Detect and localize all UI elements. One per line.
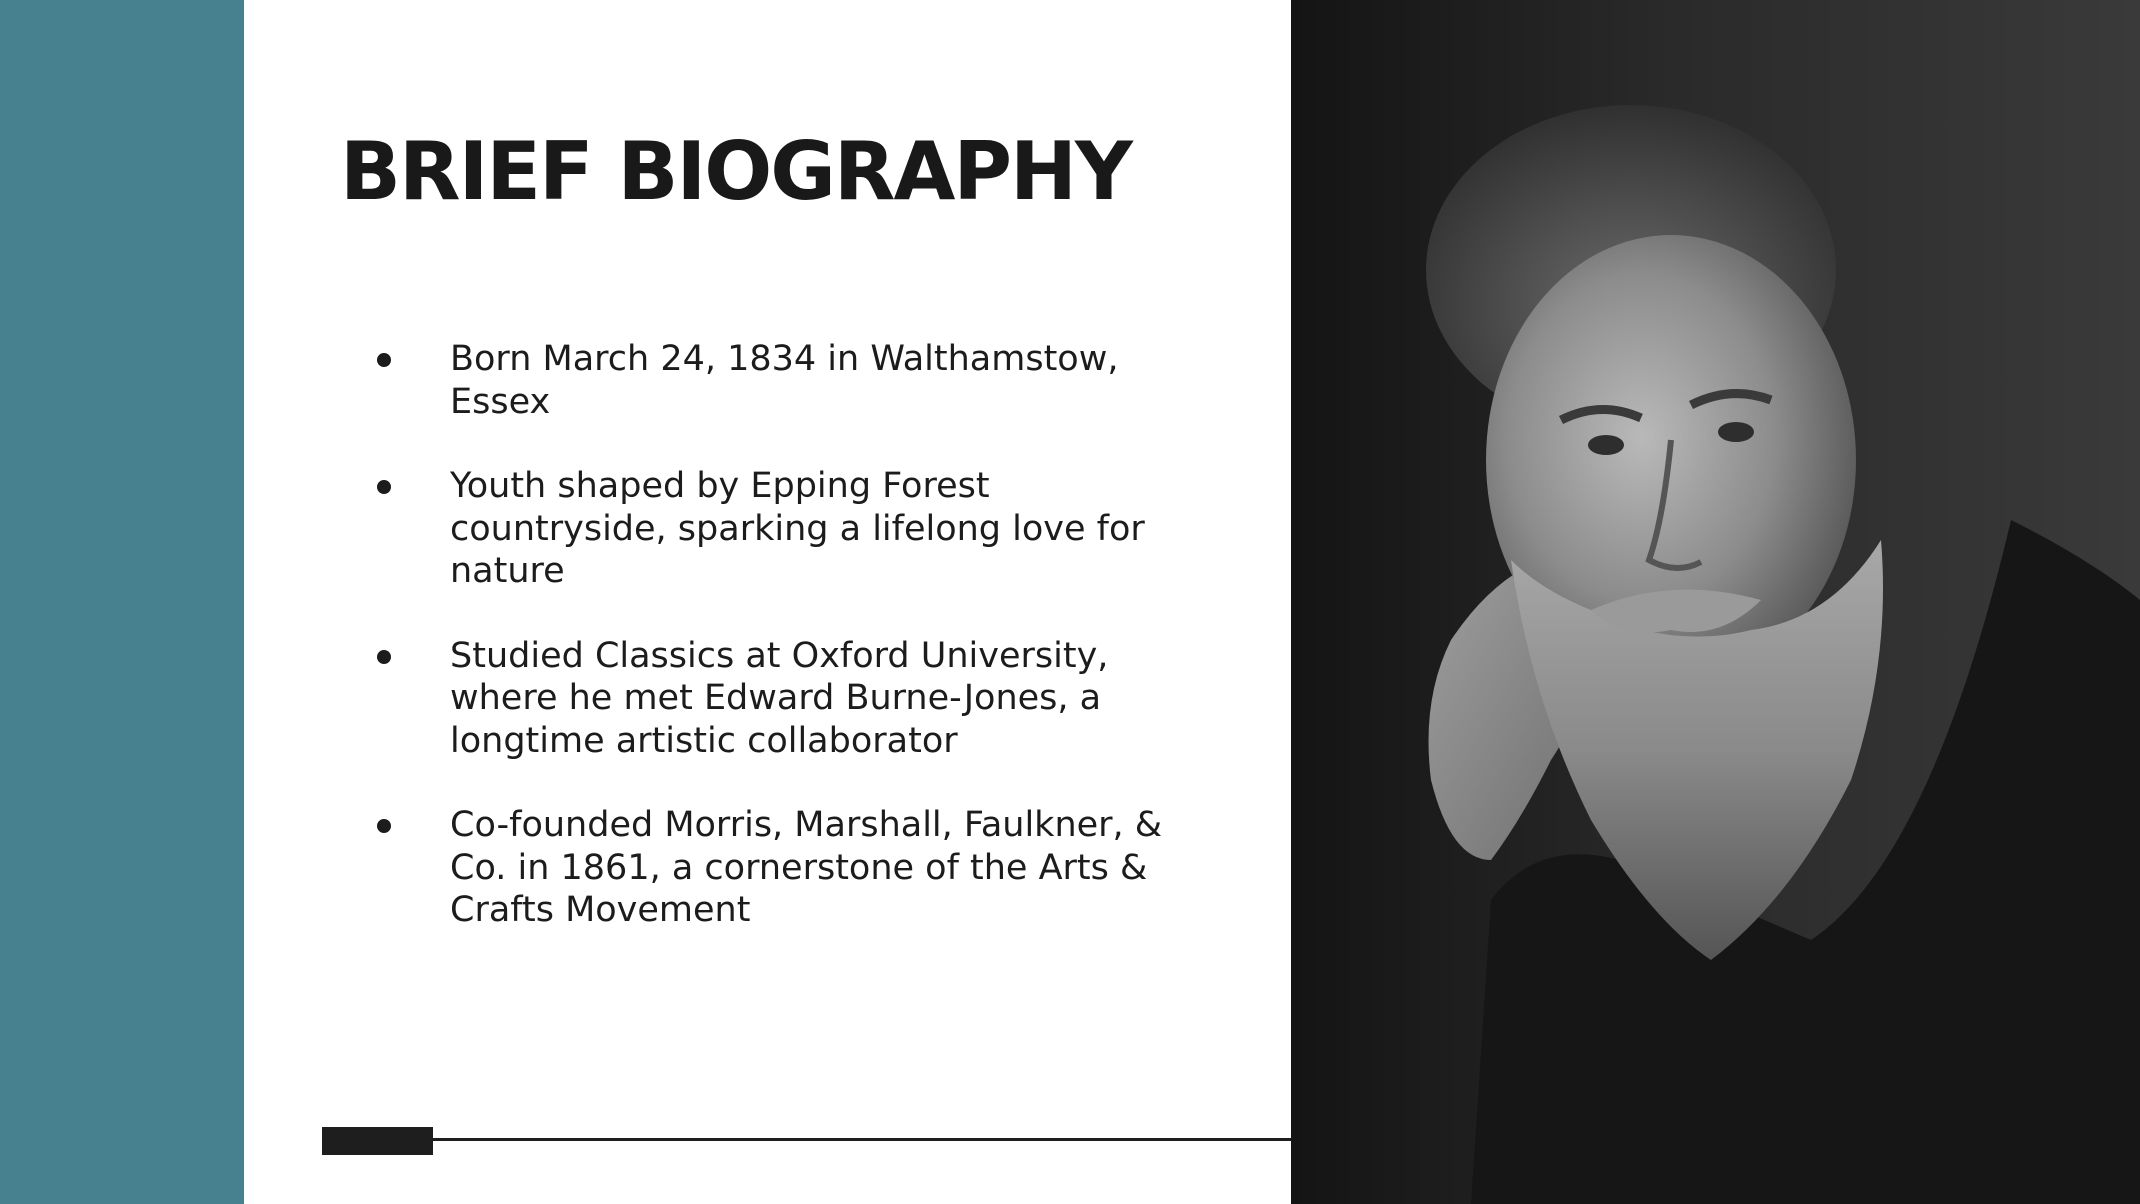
bullet-icon [377, 819, 391, 833]
bullet-item [370, 804, 1190, 932]
bullet-text: Youth shaped by Epping Forest countryside, sparking a lifelong love for nature [450, 466, 1145, 591]
bullet-text: Studied Classics at Oxford University, where he met Edward Burne-Jones, a longtime artistic collaborator [450, 635, 1109, 761]
bullet-item [370, 465, 1190, 593]
bullet-text: Born March 24, 1834 in Walthamstow, Essex [450, 339, 1119, 422]
bullet-item [370, 338, 1190, 423]
footer-divider-line [433, 1138, 1293, 1141]
accent-sidebar [0, 0, 244, 1204]
bullet-item [370, 635, 1190, 763]
bullet-text: Co-founded Morris, Marshall, Faulkner, & Co. in 1861, a cornerstone of the Arts & Crafts Movement [450, 805, 1163, 930]
slide-title: BRIEF BIOGRAPHY [340, 125, 1131, 218]
bullet-icon [377, 650, 391, 664]
portrait-photo [1291, 0, 2140, 1204]
footer-accent-block [322, 1127, 433, 1155]
bullet-icon [377, 480, 391, 494]
bullet-icon [377, 353, 391, 367]
bullet-list [370, 338, 1190, 974]
